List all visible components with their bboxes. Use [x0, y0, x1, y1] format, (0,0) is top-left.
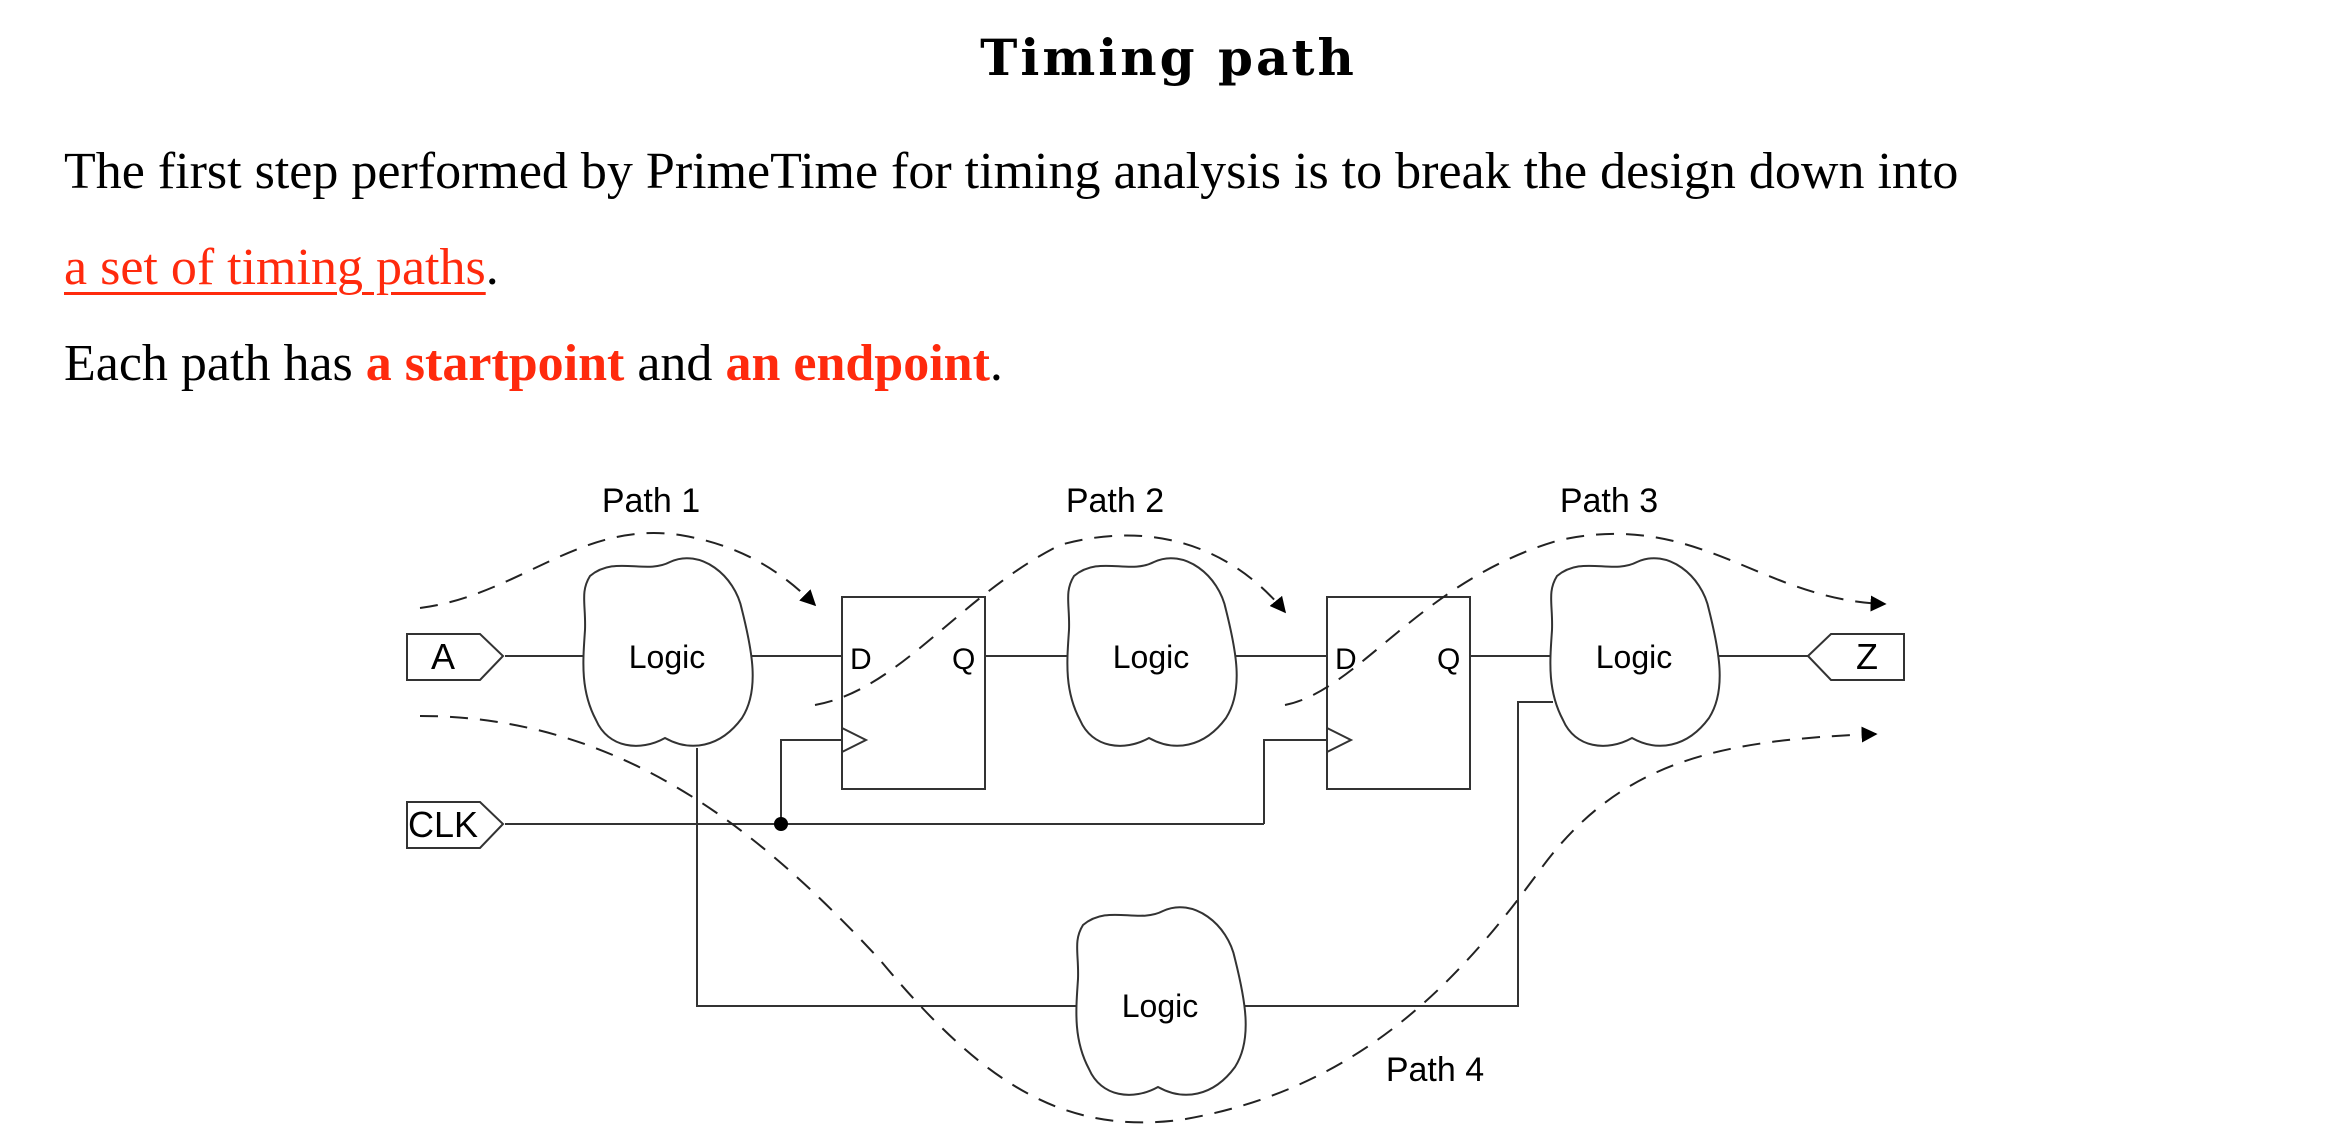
path-text-end: .: [989, 335, 1003, 392]
intro-text: The first step performed by PrimeTime for timing analysis is to break the design down into: [64, 143, 1959, 200]
intro-period: .: [485, 239, 499, 296]
port-a-label: A: [430, 636, 456, 677]
logic-2-label: Logic: [1112, 639, 1190, 675]
flip-flop-2: [1327, 597, 1470, 789]
ff2-d-label: D: [1335, 643, 1357, 676]
ff1-d-label: D: [850, 643, 872, 676]
logic-cloud-2: [1067, 558, 1236, 746]
path-text-pre: Each path has: [64, 335, 366, 392]
ff1-q-label: Q: [952, 643, 976, 676]
logic-3-label: Logic: [1595, 639, 1673, 675]
path-1-label: Path 1: [601, 482, 701, 520]
wire-clk-ff2: [1264, 740, 1327, 824]
logic-cloud-3: [1550, 558, 1719, 746]
path-4-label: Path 4: [1385, 1051, 1485, 1089]
port-a: [407, 634, 503, 680]
path-3-label: Path 3: [1559, 482, 1659, 520]
port-clk-label: CLK: [407, 804, 479, 845]
startpoint-highlight: a startpoint: [365, 335, 625, 392]
ff2-q-label: Q: [1437, 643, 1461, 676]
flip-flop-1: [842, 597, 985, 789]
logic-cloud-1: [583, 558, 752, 746]
logic-cloud-4: [1076, 907, 1245, 1095]
logic-1-label: Logic: [628, 639, 706, 675]
endpoint-highlight: an endpoint: [725, 335, 990, 392]
page-title: Timing path: [980, 28, 1357, 87]
port-z-label: Z: [1856, 636, 1878, 677]
logic-4-label: Logic: [1121, 988, 1199, 1024]
timing-paths-link[interactable]: a set of timing paths: [64, 239, 486, 296]
path-2-label: Path 2: [1065, 482, 1165, 520]
port-clk: [407, 802, 503, 848]
wire-clk-ff1: [781, 740, 842, 824]
clock-junction-dot: [774, 817, 788, 831]
path-text-mid: and: [624, 335, 726, 392]
port-z: [1808, 634, 1904, 680]
